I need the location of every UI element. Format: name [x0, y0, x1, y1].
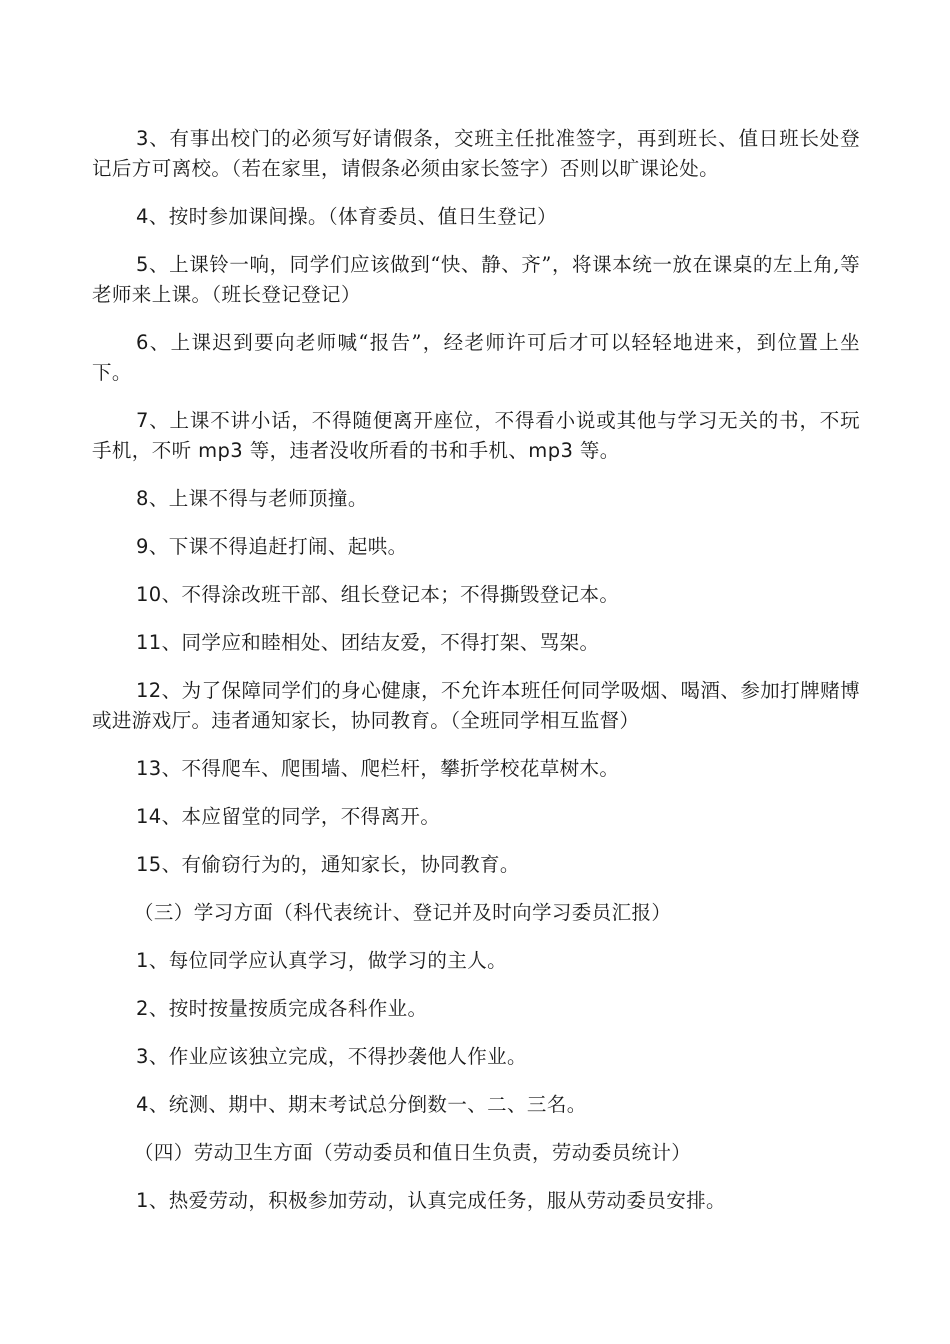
rule-paragraph: [92, 580, 860, 610]
rule-paragraph: [92, 850, 860, 880]
rule-text: 、有偷窃行为的，通知家长，协同教育。: [161, 853, 520, 876]
rule-text: 、不得爬车、爬围墙、爬栏杆，攀折学校花草树木。: [161, 757, 620, 780]
rule-text: 等。: [573, 439, 620, 462]
rule-paragraph: [92, 202, 860, 232]
rule-number: 12: [136, 679, 162, 702]
rule-text: 、上课迟到要向老师喊“报告”，经老师许可后才可以轻轻地进来，到位置上坐下。: [92, 331, 860, 384]
rule-number: 15: [136, 853, 162, 876]
rule-text: 、为了保障同学们的身心健康，不允许本班任何同学吸烟、喝酒、参加打牌赌博或进游戏厅。违者通知家长，协同教育。（全班同学相互监督）: [92, 679, 860, 732]
rule-paragraph: [92, 484, 860, 514]
rule-text: 、上课不得与老师顶撞。: [148, 487, 368, 510]
mp3-term: mp3: [198, 439, 244, 462]
labor-rule-paragraph: [92, 1186, 860, 1216]
rule-text: 、同学应和睦相处、团结友爱，不得打架、骂架。: [161, 631, 600, 654]
rule-text: 、作业应该独立完成，不得抄袭他人作业。: [148, 1045, 527, 1068]
rule-text: 、有事出校门的必须写好请假条，交班主任批准签字，再到班长、值日班长处登记后方可离校。（若在家里，请假条必须由家长签字）否则以旷课论处。: [92, 127, 860, 180]
rule-number: 13: [136, 757, 162, 780]
section-heading-labor: （四）劳动卫生方面（劳动委员和值日生负责，劳动委员统计）: [134, 1141, 692, 1164]
study-rule-paragraph: [92, 1042, 860, 1072]
rule-text: 、统测、期中、期末考试总分倒数一、二、三名。: [148, 1093, 587, 1116]
study-rule-paragraph: [92, 1090, 860, 1120]
rule-number: 8: [136, 487, 149, 510]
rule-number: 3: [136, 1045, 149, 1068]
rule-text: 、上课不讲小话，不得随便离开座位，不得看小说或其他与学习无关的书，不玩手机，不听: [92, 409, 860, 462]
rule-paragraph: [92, 676, 860, 736]
rule-text: 、每位同学应认真学习，做学习的主人。: [148, 949, 508, 972]
rule-number: 5: [136, 253, 149, 276]
mp3-term: mp3: [528, 439, 574, 462]
document-body: [92, 124, 860, 1234]
rule-paragraph: [92, 124, 860, 184]
rule-number: 10: [136, 583, 162, 606]
rule-text: 、热爱劳动，积极参加劳动，认真完成任务，服从劳动委员安排。: [148, 1189, 726, 1212]
rule-number: 3: [136, 127, 149, 150]
rule-number: 9: [136, 535, 149, 558]
study-rule-paragraph: [92, 994, 860, 1024]
rule-number: 14: [136, 805, 162, 828]
rule-paragraph: [92, 328, 860, 388]
rule-paragraph: [92, 802, 860, 832]
rule-text: 、按时按量按质完成各科作业。: [148, 997, 428, 1020]
rule-number: 4: [136, 205, 149, 228]
rule-number: 1: [136, 1189, 149, 1212]
rule-paragraph: [92, 250, 860, 310]
rule-paragraph: [92, 532, 860, 562]
rule-text: 等，违者没收所看的书和手机、: [243, 439, 529, 462]
rule-number: 7: [136, 409, 149, 432]
rule-text: 、本应留堂的同学，不得离开。: [161, 805, 441, 828]
rule-text: 、不得涂改班干部、组长登记本；不得撕毁登记本。: [161, 583, 620, 606]
rule-number: 6: [136, 331, 149, 354]
rule-number: 1: [136, 949, 149, 972]
study-rule-paragraph: [92, 946, 860, 976]
section-heading-study: （三）学习方面（科代表统计、登记并及时向学习委员汇报）: [134, 901, 672, 924]
rule-number: 4: [136, 1093, 149, 1116]
rule-text: 、上课铃一响，同学们应该做到“快、静、齐”，将课本统一放在课桌的左上角,等老师来上课。（班长登记登记）: [92, 253, 860, 306]
rule-text: 、按时参加课间操。（体育委员、值日生登记）: [148, 205, 557, 228]
rule-paragraph: [92, 628, 860, 658]
rule-number: 2: [136, 997, 149, 1020]
rule-paragraph: [92, 406, 860, 466]
rule-paragraph: [92, 754, 860, 784]
rule-number: 11: [136, 631, 162, 654]
rule-text: 、下课不得追赶打闹、起哄。: [148, 535, 408, 558]
